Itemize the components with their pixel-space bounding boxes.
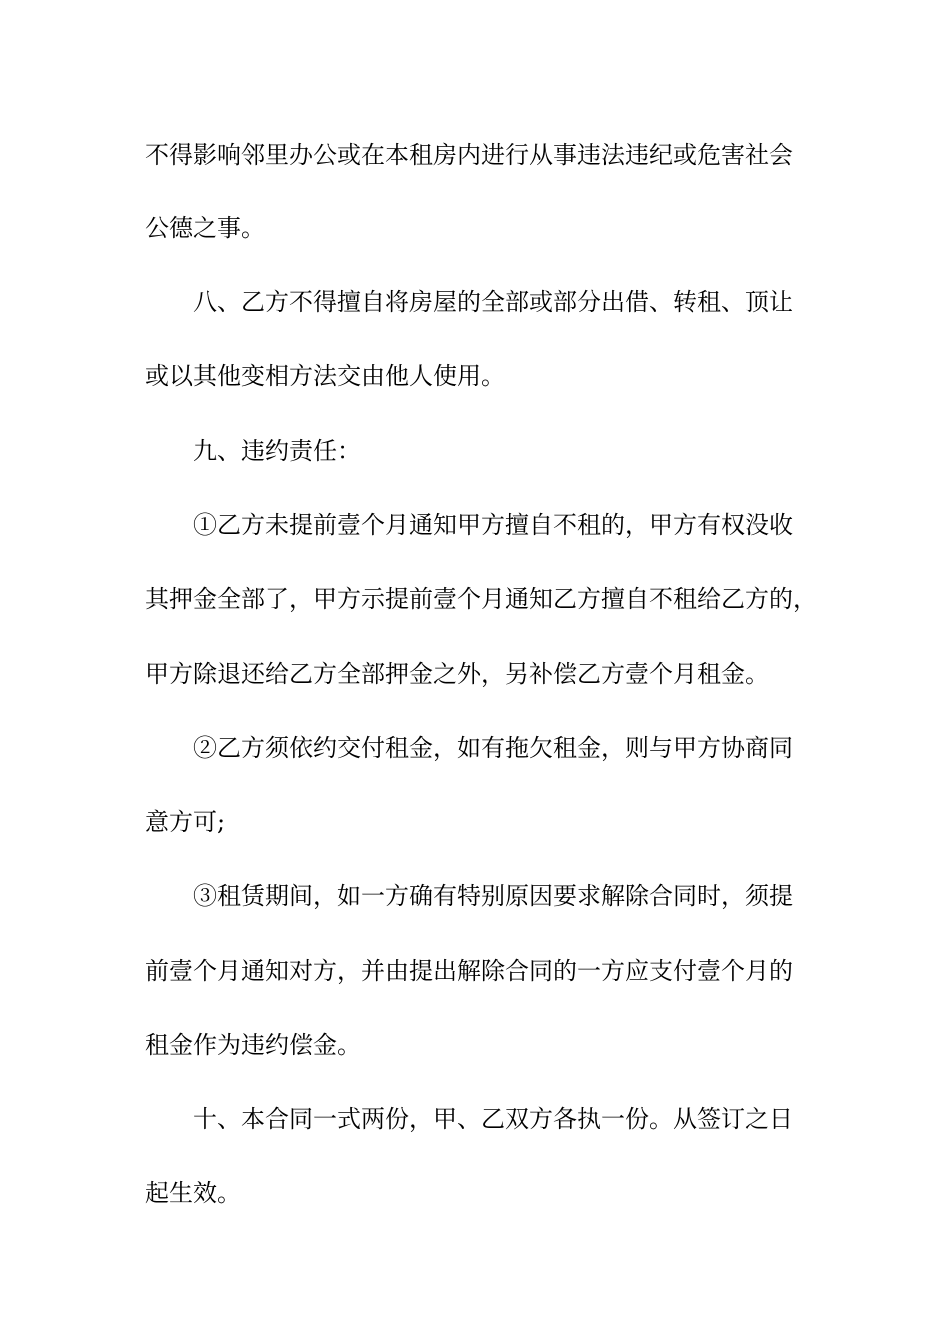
clause-9-3-line-3: 租金作为违约偿金。	[145, 1031, 361, 1059]
clause-9-2-line-2: 意方可;	[145, 808, 226, 836]
clause-9-3-line-2: 前壹个月通知对方，并由提出解除合同的一方应支付壹个月的	[145, 957, 793, 985]
clause-8-line-1: 八、乙方不得擅自将房屋的全部或部分出借、转租、顶让	[193, 288, 793, 316]
clause-9-2-line-1: ②乙方须依约交付租金，如有拖欠租金，则与甲方协商同	[193, 734, 793, 762]
clause-9-3-line-1: ③租赁期间，如一方确有特别原因要求解除合同时，须提	[193, 882, 793, 910]
clause-9-1-line-3: 甲方除退还给乙方全部押金之外，另补偿乙方壹个月租金。	[145, 660, 769, 688]
clause-8-line-2: 或以其他变相方法交由他人使用。	[145, 362, 505, 390]
clause-9-heading: 九、违约责任：	[193, 437, 361, 465]
text-line-2: 公德之事。	[145, 214, 265, 242]
clause-10-line-2: 起生效。	[145, 1179, 241, 1207]
clause-9-1-line-1: ①乙方未提前壹个月通知甲方擅自不租的，甲方有权没收	[193, 511, 793, 539]
text-line-1: 不得影响邻里办公或在本租房内进行从事违法违纪或危害社会	[145, 141, 793, 169]
clause-10-line-1: 十、本合同一式两份，甲、乙双方各执一份。从签订之日	[193, 1105, 793, 1133]
clause-9-1-line-2: 其押金全部了，甲方示提前壹个月通知乙方擅自不租给乙方的，	[145, 585, 817, 613]
